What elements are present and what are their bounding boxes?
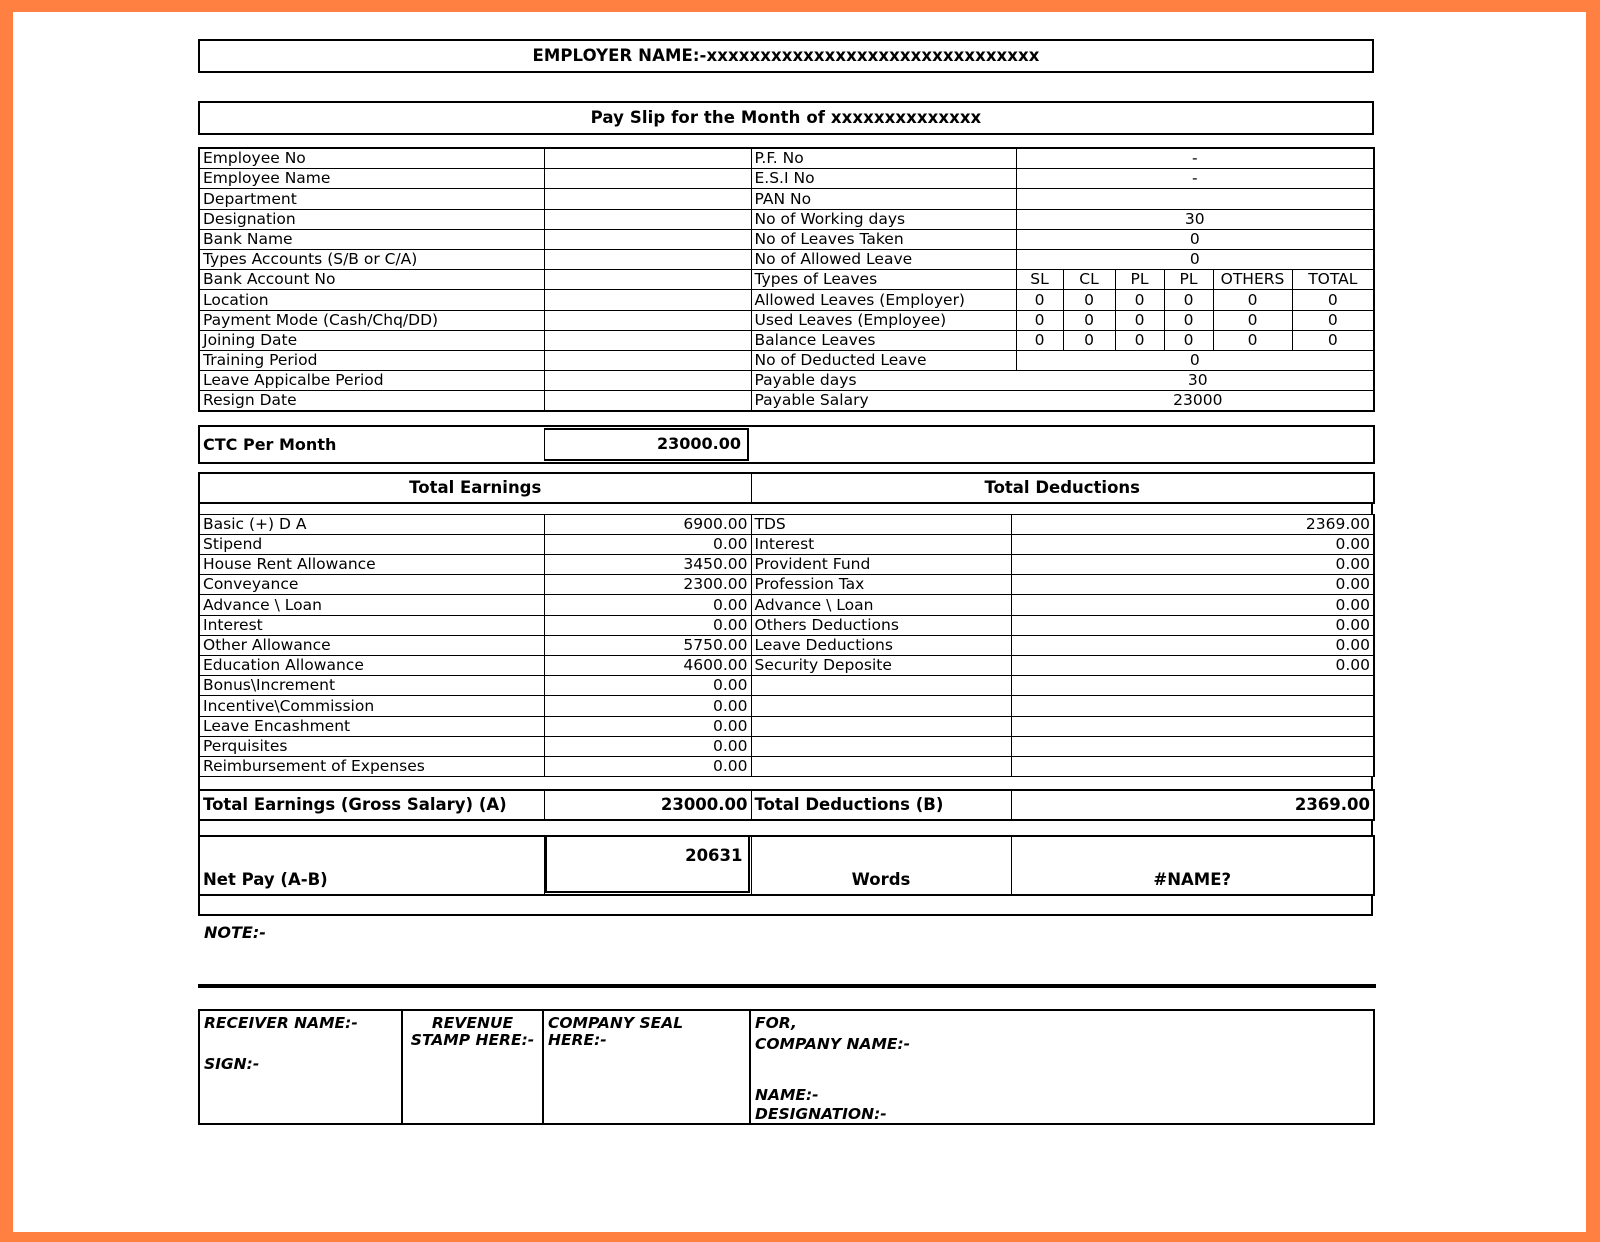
location-label: Location xyxy=(199,290,544,310)
earning-value[interactable]: 0.00 xyxy=(544,716,751,736)
table-row xyxy=(199,169,1374,189)
table-row xyxy=(199,575,1374,595)
deduction-label: Leave Deductions xyxy=(751,635,1011,655)
employee-no-label: Employee No xyxy=(199,148,544,169)
spacer xyxy=(198,72,1388,102)
designation-label: Designation xyxy=(199,209,544,229)
training-period-value[interactable] xyxy=(544,350,751,370)
working-days-label: No of Working days xyxy=(751,209,1016,229)
totals-row xyxy=(198,789,1375,821)
leave-col-cl: CL xyxy=(1063,270,1115,290)
total-earnings-label: Total Earnings (Gross Salary) (A) xyxy=(199,790,544,820)
earning-value[interactable]: 6900.00 xyxy=(544,514,751,534)
earning-value[interactable]: 0.00 xyxy=(544,595,751,615)
receiver-cell[interactable] xyxy=(199,1010,402,1124)
pf-no-value[interactable]: - xyxy=(1016,148,1374,169)
revenue-stamp-line1: REVENUE xyxy=(431,1014,514,1033)
table-row xyxy=(199,189,1374,209)
used-leaves-pl2[interactable]: 0 xyxy=(1164,310,1213,330)
payment-mode-label: Payment Mode (Cash/Chq/DD) xyxy=(199,310,544,330)
payslip-title-banner: Pay Slip for the Month of xxxxxxxxxxxxxx xyxy=(199,102,1373,134)
joining-date-label: Joining Date xyxy=(199,330,544,350)
earnings-deductions-table xyxy=(198,514,1375,777)
working-days-value[interactable]: 30 xyxy=(1016,209,1374,229)
page-canvas xyxy=(13,12,1586,1232)
footer-divider xyxy=(198,984,1376,988)
deduction-label xyxy=(751,696,1011,716)
table-row xyxy=(199,391,1374,412)
bank-account-no-label: Bank Account No xyxy=(199,270,544,290)
table-row xyxy=(199,270,1374,290)
revenue-stamp-cell[interactable] xyxy=(402,1010,543,1124)
earnings-deductions-header xyxy=(198,472,1375,504)
table-row xyxy=(199,290,1374,310)
table-row xyxy=(199,534,1374,554)
deduction-value[interactable]: 0.00 xyxy=(1011,555,1374,575)
employee-name-value[interactable] xyxy=(544,169,751,189)
table-row xyxy=(199,371,1374,391)
bank-name-label: Bank Name xyxy=(199,229,544,249)
table-row xyxy=(199,350,1374,370)
used-leaves-pl1[interactable]: 0 xyxy=(1115,310,1164,330)
table-row xyxy=(199,696,1374,716)
types-of-leaves-label: Types of Leaves xyxy=(751,270,1016,290)
department-label: Department xyxy=(199,189,544,209)
table-row xyxy=(199,676,1374,696)
allowed-leaves-pl1[interactable]: 0 xyxy=(1115,290,1164,310)
table-row xyxy=(199,716,1374,736)
balance-leaves-cl[interactable]: 0 xyxy=(1063,330,1115,350)
table-row xyxy=(199,148,1374,169)
used-leaves-total[interactable]: 0 xyxy=(1292,310,1374,330)
table-row xyxy=(199,595,1374,615)
payment-mode-value[interactable] xyxy=(544,310,751,330)
deduction-label xyxy=(751,676,1011,696)
table-row xyxy=(199,209,1374,229)
spacer xyxy=(198,821,1373,835)
allowed-leaves-sl[interactable]: 0 xyxy=(1016,290,1063,310)
bank-account-no-value[interactable] xyxy=(544,270,751,290)
employee-no-value[interactable] xyxy=(544,148,751,169)
location-value[interactable] xyxy=(544,290,751,310)
earning-value[interactable]: 2300.00 xyxy=(544,575,751,595)
earning-label: Perquisites xyxy=(199,736,544,756)
balance-leaves-sl[interactable]: 0 xyxy=(1016,330,1063,350)
training-period-label: Training Period xyxy=(199,350,544,370)
deduction-label xyxy=(751,716,1011,736)
leave-col-sl: SL xyxy=(1016,270,1063,290)
earning-value[interactable]: 0.00 xyxy=(544,534,751,554)
leave-col-total: TOTAL xyxy=(1292,270,1374,290)
deduction-value[interactable] xyxy=(1011,716,1374,736)
earning-label: Stipend xyxy=(199,534,544,554)
deduction-label: Interest xyxy=(751,534,1011,554)
balance-leaves-total[interactable]: 0 xyxy=(1292,330,1374,350)
payable-salary-label: Payable Salary xyxy=(754,391,869,410)
balance-leaves-others[interactable]: 0 xyxy=(1213,330,1292,350)
total-earnings-value: 23000.00 xyxy=(544,790,751,820)
deduction-value[interactable]: 0.00 xyxy=(1011,575,1374,595)
table-row xyxy=(199,330,1374,350)
deduction-label: Profession Tax xyxy=(751,575,1011,595)
leave-col-pl1: PL xyxy=(1115,270,1164,290)
total-deductions-header: Total Deductions xyxy=(751,473,1374,503)
ctc-value[interactable]: 23000.00 xyxy=(544,429,748,459)
employer-name-banner: EMPLOYER NAME:-xxxxxxxxxxxxxxxxxxxxxxxxxxxxxxx xyxy=(199,40,1373,72)
used-leaves-others[interactable]: 0 xyxy=(1213,310,1292,330)
earning-label: Reimbursement of Expenses xyxy=(199,756,544,776)
used-leaves-employee-label: Used Leaves (Employee) xyxy=(751,310,1016,330)
earning-value[interactable]: 0.00 xyxy=(544,615,751,635)
payable-days-label: Payable days xyxy=(754,371,857,390)
deduction-value[interactable] xyxy=(1011,676,1374,696)
deduction-label: Others Deductions xyxy=(751,615,1011,635)
designation-label: DESIGNATION:- xyxy=(755,1105,887,1124)
leaves-taken-value[interactable]: 0 xyxy=(1016,229,1374,249)
esi-no-label: E.S.I No xyxy=(751,169,1016,189)
allowed-leaves-others[interactable]: 0 xyxy=(1213,290,1292,310)
allowed-leaves-employer-label: Allowed Leaves (Employer) xyxy=(751,290,1016,310)
net-pay-value[interactable]: 20631 xyxy=(546,836,749,892)
earning-label: House Rent Allowance xyxy=(199,555,544,575)
allowed-leaves-total[interactable]: 0 xyxy=(1292,290,1374,310)
earning-value[interactable]: 5750.00 xyxy=(544,635,751,655)
spacer xyxy=(198,464,1388,472)
deduction-label: Advance \ Loan xyxy=(751,595,1011,615)
table-row xyxy=(199,229,1374,249)
employee-name-label: Employee Name xyxy=(199,169,544,189)
spacer xyxy=(198,896,1373,916)
account-type-label: Types Accounts (S/B or C/A) xyxy=(199,249,544,269)
words-label: Words xyxy=(751,836,1011,895)
spacer xyxy=(198,504,1373,514)
deduction-label: TDS xyxy=(751,514,1011,534)
earning-label: Bonus\Increment xyxy=(199,676,544,696)
allowed-leave-value[interactable]: 0 xyxy=(1016,249,1374,269)
deduction-value[interactable]: 0.00 xyxy=(1011,595,1374,615)
earning-label: Leave Encashment xyxy=(199,716,544,736)
earning-label: Advance \ Loan xyxy=(199,595,544,615)
department-value[interactable] xyxy=(544,189,751,209)
deduction-value[interactable]: 2369.00 xyxy=(1011,514,1374,534)
table-row xyxy=(199,310,1374,330)
table-row xyxy=(199,514,1374,534)
earning-value[interactable]: 4600.00 xyxy=(544,656,751,676)
earning-label: Basic (+) D A xyxy=(199,514,544,534)
bank-name-value[interactable] xyxy=(544,229,751,249)
table-row xyxy=(199,736,1374,756)
ctc-row xyxy=(198,425,1375,463)
balance-leaves-pl2[interactable]: 0 xyxy=(1164,330,1213,350)
table-row xyxy=(199,756,1374,776)
leaves-taken-label: No of Leaves Taken xyxy=(751,229,1016,249)
payable-salary-value[interactable]: 23000 xyxy=(1173,391,1223,410)
spacer xyxy=(198,777,1373,789)
receiver-name-label: RECEIVER NAME:- xyxy=(204,1014,358,1033)
deduction-value[interactable]: 0.00 xyxy=(1011,534,1374,554)
table-row xyxy=(199,555,1374,575)
leave-col-others: OTHERS xyxy=(1213,270,1292,290)
pan-no-label: PAN No xyxy=(751,189,1016,209)
earning-value[interactable]: 3450.00 xyxy=(544,555,751,575)
for-label: FOR, xyxy=(755,1014,797,1033)
spacer xyxy=(198,134,1388,147)
table-row xyxy=(199,635,1374,655)
spacer xyxy=(198,412,1388,425)
deduction-label xyxy=(751,756,1011,776)
used-leaves-sl[interactable]: 0 xyxy=(1016,310,1063,330)
allowed-leaves-pl2[interactable]: 0 xyxy=(1164,290,1213,310)
words-value: #NAME? xyxy=(1011,836,1374,895)
deducted-leave-value[interactable]: 0 xyxy=(1016,350,1374,370)
table-row xyxy=(199,615,1374,635)
account-type-value[interactable] xyxy=(544,249,751,269)
leave-col-pl2: PL xyxy=(1164,270,1213,290)
allowed-leaves-cl[interactable]: 0 xyxy=(1063,290,1115,310)
deduction-value[interactable] xyxy=(1011,756,1374,776)
net-pay-row xyxy=(198,835,1375,896)
company-seal-label: COMPANY SEAL HERE:- xyxy=(548,1014,684,1049)
total-deductions-value: 2369.00 xyxy=(1011,790,1374,820)
ctc-empty-cell xyxy=(751,426,1374,462)
used-leaves-cl[interactable]: 0 xyxy=(1063,310,1115,330)
revenue-stamp-line2: STAMP HERE:- xyxy=(410,1030,535,1049)
leave-applicable-period-label: Leave Appicalbe Period xyxy=(199,371,544,391)
allowed-leave-label: No of Allowed Leave xyxy=(751,249,1016,269)
deduction-value[interactable]: 0.00 xyxy=(1011,656,1374,676)
deducted-leave-label: No of Deducted Leave xyxy=(751,350,1016,370)
ctc-label: CTC Per Month xyxy=(203,434,337,454)
earning-label: Other Allowance xyxy=(199,635,544,655)
balance-leaves-label: Balance Leaves xyxy=(751,330,1016,350)
deduction-value[interactable] xyxy=(1011,696,1374,716)
earning-label: Incentive\Commission xyxy=(199,696,544,716)
deduction-value[interactable]: 0.00 xyxy=(1011,635,1374,655)
earning-label: Education Allowance xyxy=(199,656,544,676)
net-pay-label: Net Pay (A-B) xyxy=(199,836,544,895)
note-label: NOTE:- xyxy=(204,923,266,943)
earning-value[interactable]: 0.00 xyxy=(544,736,751,756)
payslip-sheet xyxy=(198,40,1388,1125)
resign-date-label: Resign Date xyxy=(199,391,544,412)
joining-date-value[interactable] xyxy=(544,330,751,350)
signature-footer-table xyxy=(198,1009,1375,1125)
company-name-label: COMPANY NAME:- xyxy=(755,1034,911,1053)
deduction-label xyxy=(751,736,1011,756)
esi-no-value[interactable]: - xyxy=(1016,169,1374,189)
balance-leaves-pl1[interactable]: 0 xyxy=(1115,330,1164,350)
designation-value[interactable] xyxy=(544,209,751,229)
deduction-value[interactable] xyxy=(1011,736,1374,756)
total-deductions-label: Total Deductions (B) xyxy=(751,790,1011,820)
payable-days-value[interactable]: 30 xyxy=(1187,371,1208,390)
deduction-value[interactable]: 0.00 xyxy=(1011,615,1374,635)
leave-applicable-period-value[interactable] xyxy=(544,371,751,391)
resign-date-value[interactable] xyxy=(544,391,751,412)
employee-info-table xyxy=(198,147,1375,412)
company-signatory-cell[interactable] xyxy=(750,1010,1374,1124)
pf-no-label: P.F. No xyxy=(751,148,1016,169)
name-label: NAME:- xyxy=(755,1085,819,1104)
earning-value[interactable]: 0.00 xyxy=(544,756,751,776)
earning-label: Conveyance xyxy=(199,575,544,595)
sign-label: SIGN:- xyxy=(204,1054,260,1073)
table-row xyxy=(199,656,1374,676)
company-seal-cell[interactable] xyxy=(543,1010,750,1124)
deduction-label: Security Deposite xyxy=(751,656,1011,676)
pan-no-value[interactable] xyxy=(1016,189,1374,209)
earning-value[interactable]: 0.00 xyxy=(544,676,751,696)
total-earnings-header: Total Earnings xyxy=(199,473,751,503)
table-row xyxy=(199,249,1374,269)
earning-value[interactable]: 0.00 xyxy=(544,696,751,716)
earning-label: Interest xyxy=(199,615,544,635)
deduction-label: Provident Fund xyxy=(751,555,1011,575)
